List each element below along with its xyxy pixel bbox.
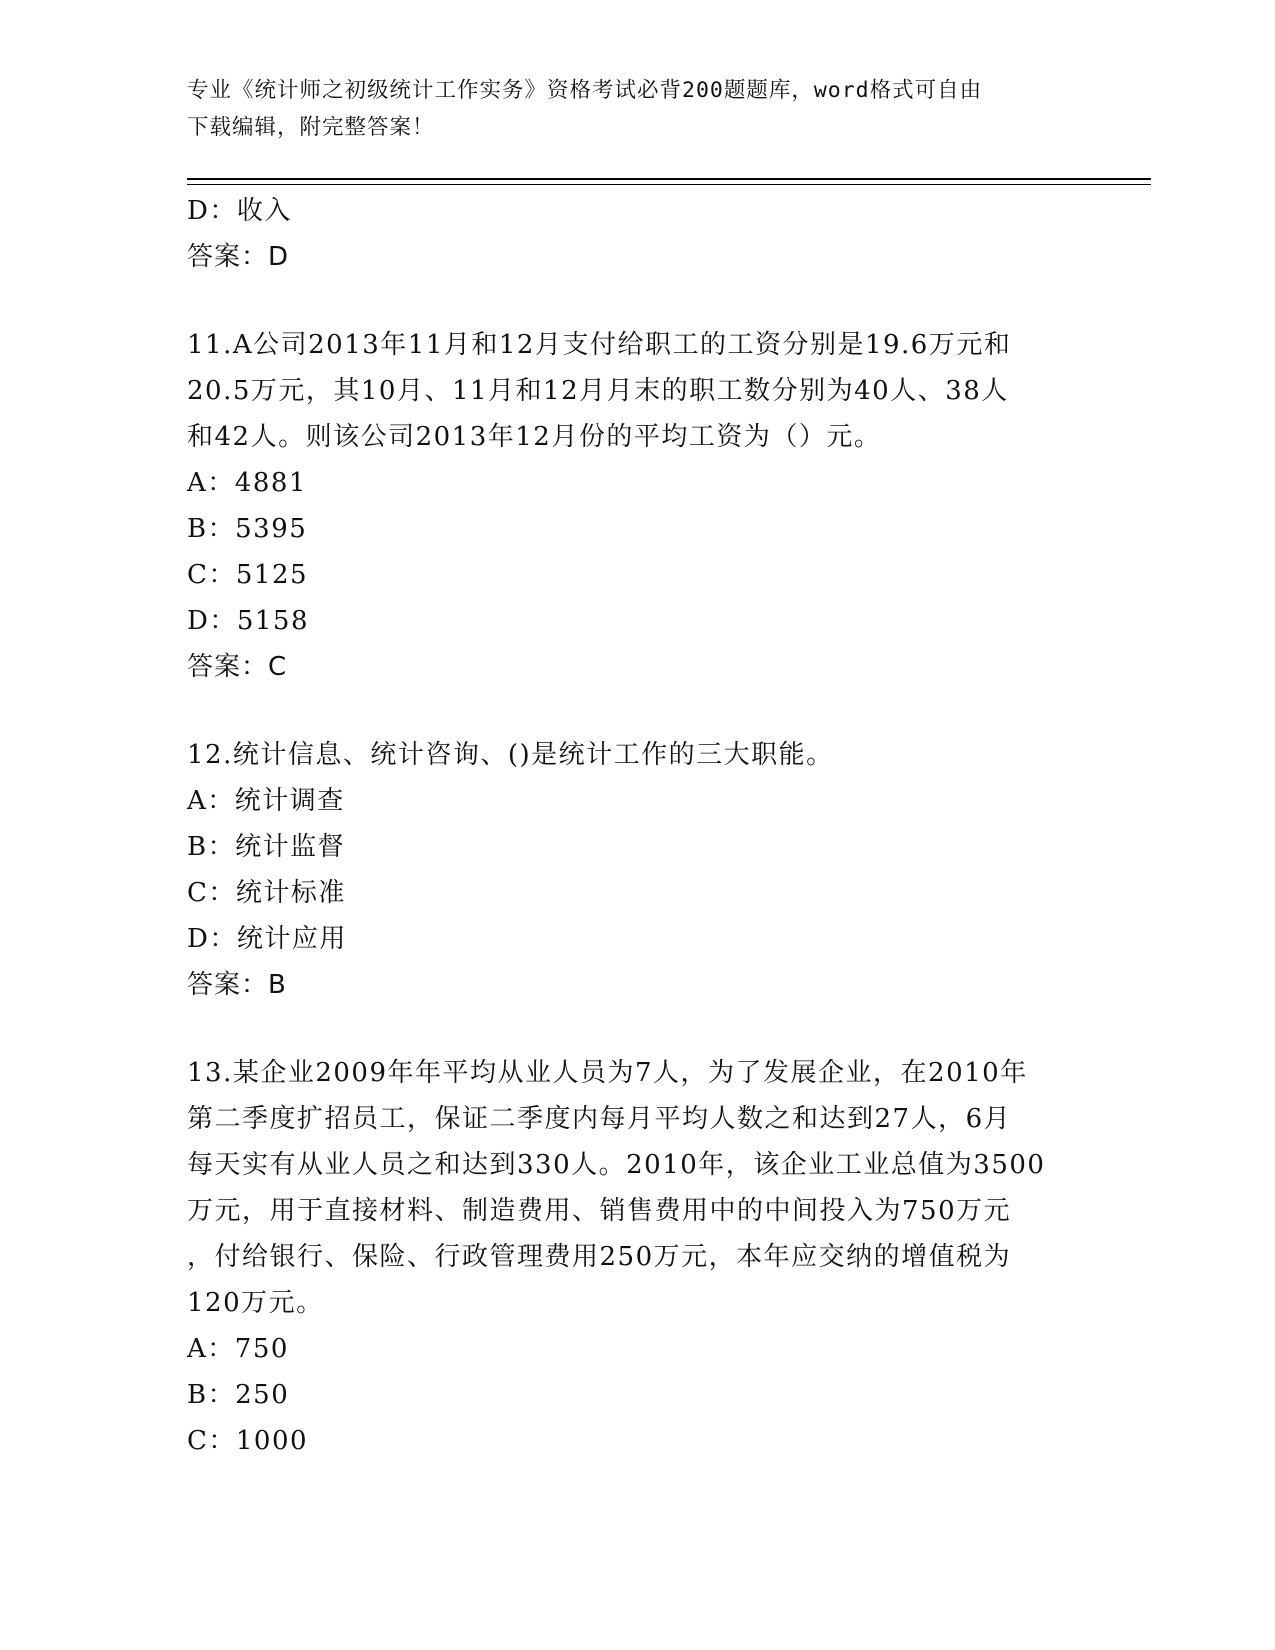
option-c: C：统计标准 — [187, 878, 346, 908]
question-stem-line: 和42人。则该公司2013年12月份的平均工资为（）元。 — [187, 422, 882, 452]
question-stem-line: 13.某企业2009年年平均从业人员为7人，为了发展企业，在2010年 — [187, 1058, 1028, 1088]
option-c: C：5125 — [187, 560, 309, 590]
question-12 — [187, 732, 1087, 1008]
header-divider-thin — [187, 184, 1151, 185]
header-line: 专业《统计师之初级统计工作实务》资格考试必背200题题库，word格式可自由 — [187, 78, 983, 103]
option-a: A：750 — [187, 1334, 289, 1364]
option-d: D：统计应用 — [187, 924, 347, 954]
question-stem-line: ，付给银行、保险、行政管理费用250万元，本年应交纳的增值税为 — [187, 1242, 1012, 1272]
option-b: B：统计监督 — [187, 832, 346, 862]
option-d: D：收入 — [187, 196, 292, 226]
question-stem-line: 20.5万元，其10月、11月和12月月末的职工数分别为40人、38人 — [187, 376, 1009, 406]
question-11 — [187, 322, 1087, 690]
question-stem-line: 120万元。 — [187, 1288, 324, 1318]
question-stem-line: 第二季度扩招员工，保证二季度内每月平均人数之和达到27人，6月 — [187, 1104, 1012, 1134]
option-d: D：5158 — [187, 606, 310, 636]
option-b: B：250 — [187, 1380, 290, 1410]
question-stem-line: 12.统计信息、统计咨询、()是统计工作的三大职能。 — [187, 740, 834, 770]
option-b: B：5395 — [187, 514, 308, 544]
question-content — [187, 188, 1087, 1464]
header-divider — [187, 178, 1151, 180]
page-header — [187, 72, 1067, 146]
answer-line: 答案：C — [187, 652, 288, 682]
option-c: C：1000 — [187, 1426, 309, 1456]
question-13 — [187, 1050, 1087, 1464]
answer-line: 答案：D — [187, 242, 290, 272]
question-stem-line: 每天实有从业人员之和达到330人。2010年，该企业工业总值为3500 — [187, 1150, 1046, 1180]
question-stem-line: 万元，用于直接材料、制造费用、销售费用中的中间投入为750万元 — [187, 1196, 1012, 1226]
option-a: A：4881 — [187, 468, 307, 498]
header-line: 下载编辑，附完整答案！ — [187, 115, 435, 140]
option-a: A：统计调查 — [187, 786, 345, 816]
answer-line: 答案：B — [187, 970, 287, 1000]
question-stem-line: 11.A公司2013年11月和12月支付给职工的工资分别是19.6万元和 — [187, 330, 1012, 360]
